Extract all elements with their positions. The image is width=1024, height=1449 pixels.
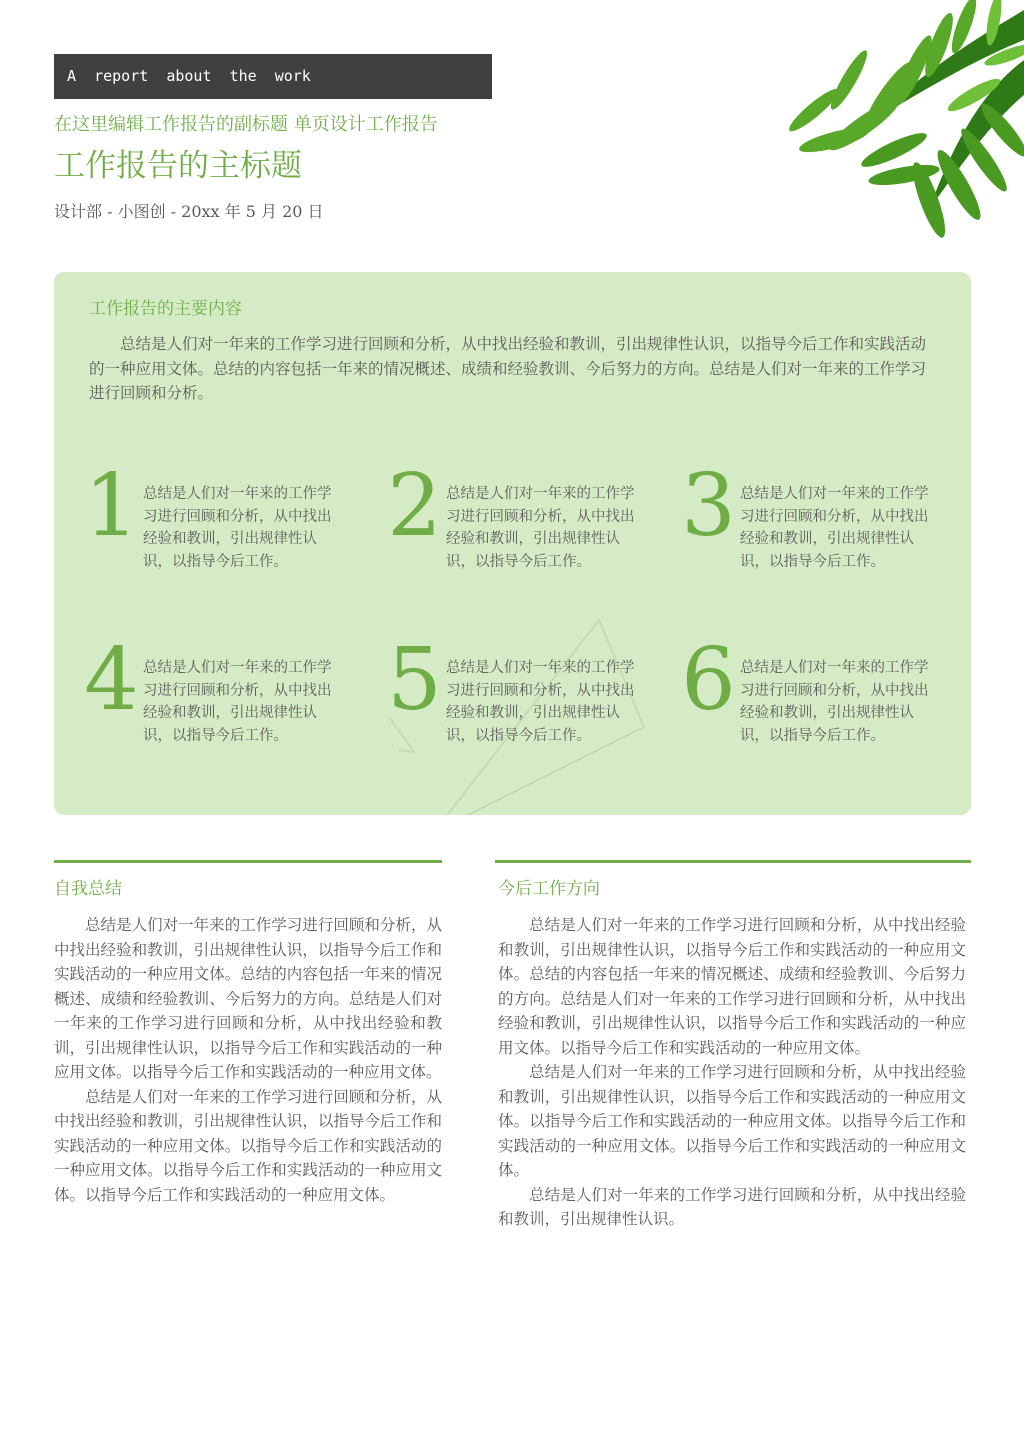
item-number: 3 [681, 456, 736, 556]
self-summary-section [54, 860, 442, 1207]
section-divider [495, 860, 971, 863]
item-text: 总结是人们对一年来的工作学习进行回顾和分析，从中找出经验和教训，引出规律性认识，以指导今后工作。 [740, 660, 929, 744]
numbered-item [84, 630, 354, 744]
item-text: 总结是人们对一年来的工作学习进行回顾和分析，从中找出经验和教训，引出规律性认识，以指导今后工作。 [446, 660, 635, 744]
item-number: 1 [84, 456, 139, 556]
section-divider [54, 860, 442, 863]
section-title: 自我总结 [54, 879, 122, 899]
page-title: 工作报告的主标题 [54, 148, 302, 184]
report-tag-bar: A report about the work [54, 54, 492, 99]
page-subtitle: 在这里编辑工作报告的副标题 单页设计工作报告 [54, 114, 438, 135]
item-text: 总结是人们对一年来的工作学习进行回顾和分析，从中找出经验和教训，引出规律性认识，以指导今后工作。 [143, 660, 332, 744]
section-paragraph: 总结是人们对一年来的工作学习进行回顾和分析，从中找出经验和教训，引出规律性认识，以指导今后工作和实践活动的一种应用文体。总结的内容包括一年来的情况概述、成绩和经验教训、今后努力的方向。总结是人们对一年来的工作学习进行回顾和分析，从中找出经验和教训，引出规律性认识，以指导今后工作和实践活动的一种应用文体。以指导今后工作和实践活动的一种应用文体。 [54, 916, 442, 1081]
fern-leaves-image [674, 0, 1024, 250]
section-paragraph: 总结是人们对一年来的工作学习进行回顾和分析，从中找出经验和教训，引出规律性认识。 [498, 1185, 966, 1228]
numbered-item [84, 456, 354, 570]
section-paragraph: 总结是人们对一年来的工作学习进行回顾和分析，从中找出经验和教训，引出规律性认识，以指导今后工作和实践活动的一种应用文体。以指导今后工作和实践活动的一种应用文体。以指导今后工作和实践活动的一种应用文体。以指导今后工作和实践活动的一种应用文体。 [498, 1063, 966, 1179]
section-paragraph: 总结是人们对一年来的工作学习进行回顾和分析，从中找出经验和教训，引出规律性认识，以指导今后工作和实践活动的一种应用文体。总结的内容包括一年来的情况概述、成绩和经验教训、今后努力的方向。总结是人们对一年来的工作学习进行回顾和分析，从中找出经验和教训，引出规律性认识，以指导今后工作和实践活动的一种应用文体。以指导今后工作和实践活动的一种应用文体。 [498, 916, 966, 1057]
item-text: 总结是人们对一年来的工作学习进行回顾和分析，从中找出经验和教训，引出规律性认识，以指导今后工作。 [740, 486, 929, 570]
item-text: 总结是人们对一年来的工作学习进行回顾和分析，从中找出经验和教训，引出规律性认识，以指导今后工作。 [143, 486, 332, 570]
item-text: 总结是人们对一年来的工作学习进行回顾和分析，从中找出经验和教训，引出规律性认识，以指导今后工作。 [446, 486, 635, 570]
panel-intro: 总结是人们对一年来的工作学习进行回顾和分析，从中找出经验和教训，引出规律性认识，以指导今后工作和实践活动的一种应用文体。总结的内容包括一年来的情况概述、成绩和经验教训、今后努力的方向。总结是人们对一年来的工作学习进行回顾和分析。 [89, 335, 927, 402]
section-paragraph: 总结是人们对一年来的工作学习进行回顾和分析，从中找出经验和教训，引出规律性认识，以指导今后工作和实践活动的一种应用文体。以指导今后工作和实践活动的一种应用文体。以指导今后工作和实践活动的一种应用文体。以指导今后工作和实践活动的一种应用文体。 [54, 1087, 442, 1204]
item-number: 6 [681, 630, 736, 730]
numbered-item [387, 630, 657, 744]
numbered-item [681, 630, 951, 744]
item-number: 2 [387, 456, 442, 556]
item-number: 5 [387, 630, 442, 730]
item-number: 4 [84, 630, 139, 730]
section-title: 今后工作方向 [498, 879, 600, 899]
byline: 设计部 - 小图创 - 20xx 年 5 月 20 日 [54, 202, 324, 221]
numbered-item [681, 456, 951, 570]
main-content-panel [54, 272, 971, 815]
numbered-item [387, 456, 657, 570]
future-direction-section [495, 860, 971, 1232]
panel-title: 工作报告的主要内容 [89, 299, 242, 319]
